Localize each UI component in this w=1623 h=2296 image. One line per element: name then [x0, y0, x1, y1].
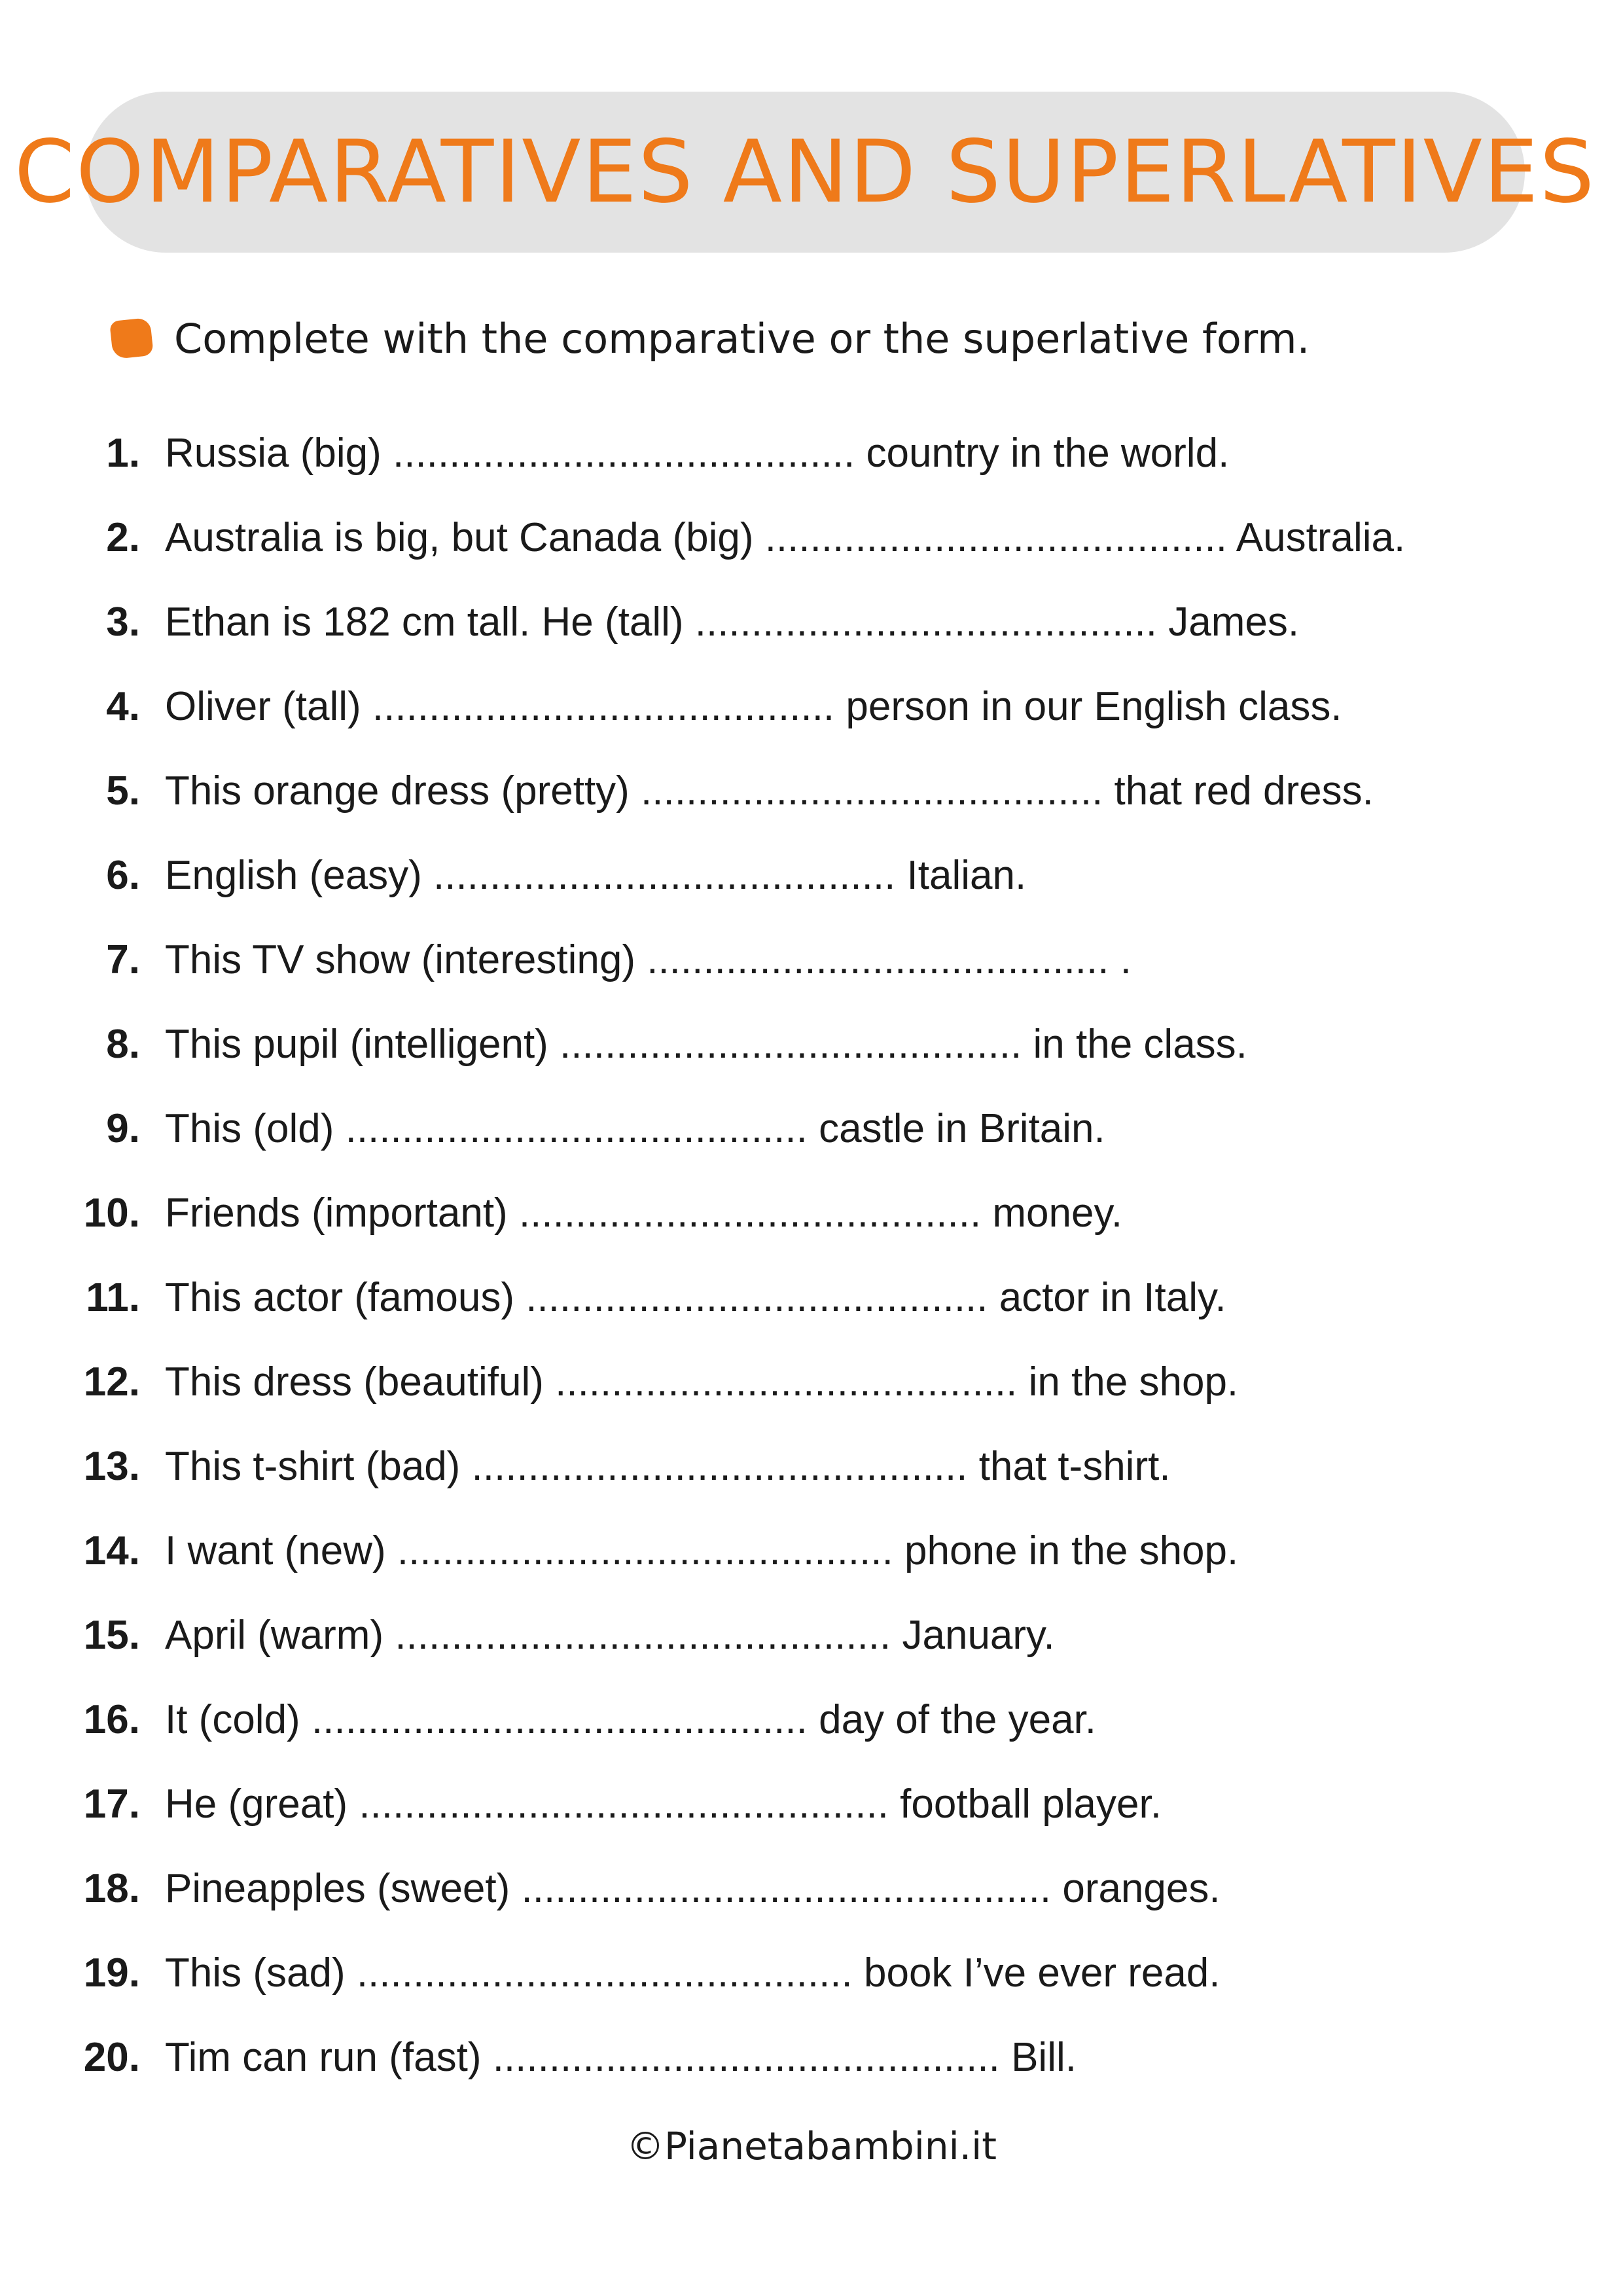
exercise-number: 4.	[106, 683, 140, 729]
exercise-sentence: Australia is big, but Canada (big) ......................................... Australia.	[165, 514, 1406, 560]
exercise-item	[0, 1180, 1122, 1246]
exercise-item	[0, 1771, 1162, 1837]
exercise-sentence: I want (new) ............................................ phone in the shop.	[165, 1528, 1239, 1573]
exercise-number: 10.	[83, 1190, 140, 1236]
exercise-number: 2.	[106, 514, 140, 560]
exercise-number: 8.	[106, 1021, 140, 1067]
exercise-item	[0, 1011, 1247, 1077]
exercise-number: 1.	[106, 430, 140, 476]
title-banner	[14, 92, 1596, 253]
exercise-number: 14.	[83, 1528, 140, 1573]
exercise-number: 20.	[83, 2034, 140, 2080]
orange-bullet-icon	[109, 317, 154, 359]
exercise-sentence: Friends (important) ......................................... money.	[165, 1190, 1123, 1236]
exercise-sentence: This (sad) ............................................ book I’ve ever read.	[165, 1950, 1221, 1996]
exercise-number: 7.	[106, 937, 140, 982]
exercise-number: 11.	[86, 1274, 140, 1320]
exercise-item	[0, 1856, 1221, 1921]
exercise-item	[0, 1433, 1171, 1499]
exercise-item	[0, 589, 1299, 655]
exercise-sentence: Pineapples (sweet) ............................................... oranges.	[165, 1865, 1221, 1911]
exercise-item	[0, 1518, 1238, 1583]
exercise-sentence: This dress (beautiful) ......................................... in the shop.	[165, 1359, 1239, 1405]
exercise-number: 9.	[106, 1105, 140, 1151]
copyright-footer: ©Pianetabambini.it	[626, 2124, 997, 2168]
exercise-item	[0, 420, 1229, 486]
exercise-sentence: Ethan is 182 cm tall. He (tall) ......................................... James.	[165, 599, 1300, 645]
exercise-item	[0, 842, 1026, 908]
exercise-item	[0, 505, 1405, 570]
exercise-item	[0, 927, 1132, 992]
exercise-sentence: Oliver (tall) ......................................... person in our English class.	[165, 683, 1342, 729]
exercise-sentence: Russia (big) ......................................... country in the world.	[165, 430, 1230, 476]
exercise-sentence: This TV show (interesting) ......................................... .	[165, 937, 1132, 982]
exercise-sentence: He (great) ............................................... football player.	[165, 1781, 1162, 1827]
exercise-sentence: This t-shirt (bad) ............................................ that t-shirt.	[165, 1443, 1171, 1489]
exercise-item	[0, 1687, 1096, 1752]
exercise-item	[0, 1349, 1238, 1414]
exercise-sentence: This (old) ......................................... castle in Britain.	[165, 1105, 1105, 1151]
exercise-item	[0, 1602, 1055, 1668]
exercise-number: 5.	[106, 768, 140, 814]
exercise-number: 17.	[83, 1781, 140, 1827]
exercise-item	[0, 1096, 1105, 1161]
exercise-number: 15.	[83, 1612, 140, 1658]
page-title: COMPARATIVES AND SUPERLATIVES	[14, 122, 1596, 223]
exercise-sentence: It (cold) ............................................ day of the year.	[165, 1696, 1097, 1742]
exercise-item	[0, 758, 1374, 823]
instruction	[111, 309, 1310, 368]
exercise-number: 16.	[83, 1696, 140, 1742]
exercise-sentence: This orange dress (pretty) ......................................... that red dress.	[165, 768, 1374, 814]
exercise-number: 6.	[106, 852, 140, 898]
exercise-number: 13.	[83, 1443, 140, 1489]
exercise-number: 12.	[83, 1359, 140, 1405]
exercise-sentence: April (warm) ............................................ January.	[165, 1612, 1055, 1658]
exercise-item	[0, 1265, 1226, 1330]
exercise-sentence: This actor (famous) ......................................... actor in Italy.	[165, 1274, 1226, 1320]
exercise-number: 18.	[83, 1865, 140, 1911]
exercise-number: 19.	[83, 1950, 140, 1996]
instruction-text: Complete with the comparative or the superlative form.	[174, 314, 1310, 363]
exercise-sentence: Tim can run (fast) ............................................. Bill.	[165, 2034, 1077, 2080]
exercise-item	[0, 673, 1342, 739]
exercise-number: 3.	[106, 599, 140, 645]
exercise-item	[0, 1940, 1221, 2005]
exercise-sentence: English (easy) ......................................... Italian.	[165, 852, 1027, 898]
exercise-item	[0, 2024, 1077, 2090]
exercise-sentence: This pupil (intelligent) ......................................... in the class.	[165, 1021, 1247, 1067]
